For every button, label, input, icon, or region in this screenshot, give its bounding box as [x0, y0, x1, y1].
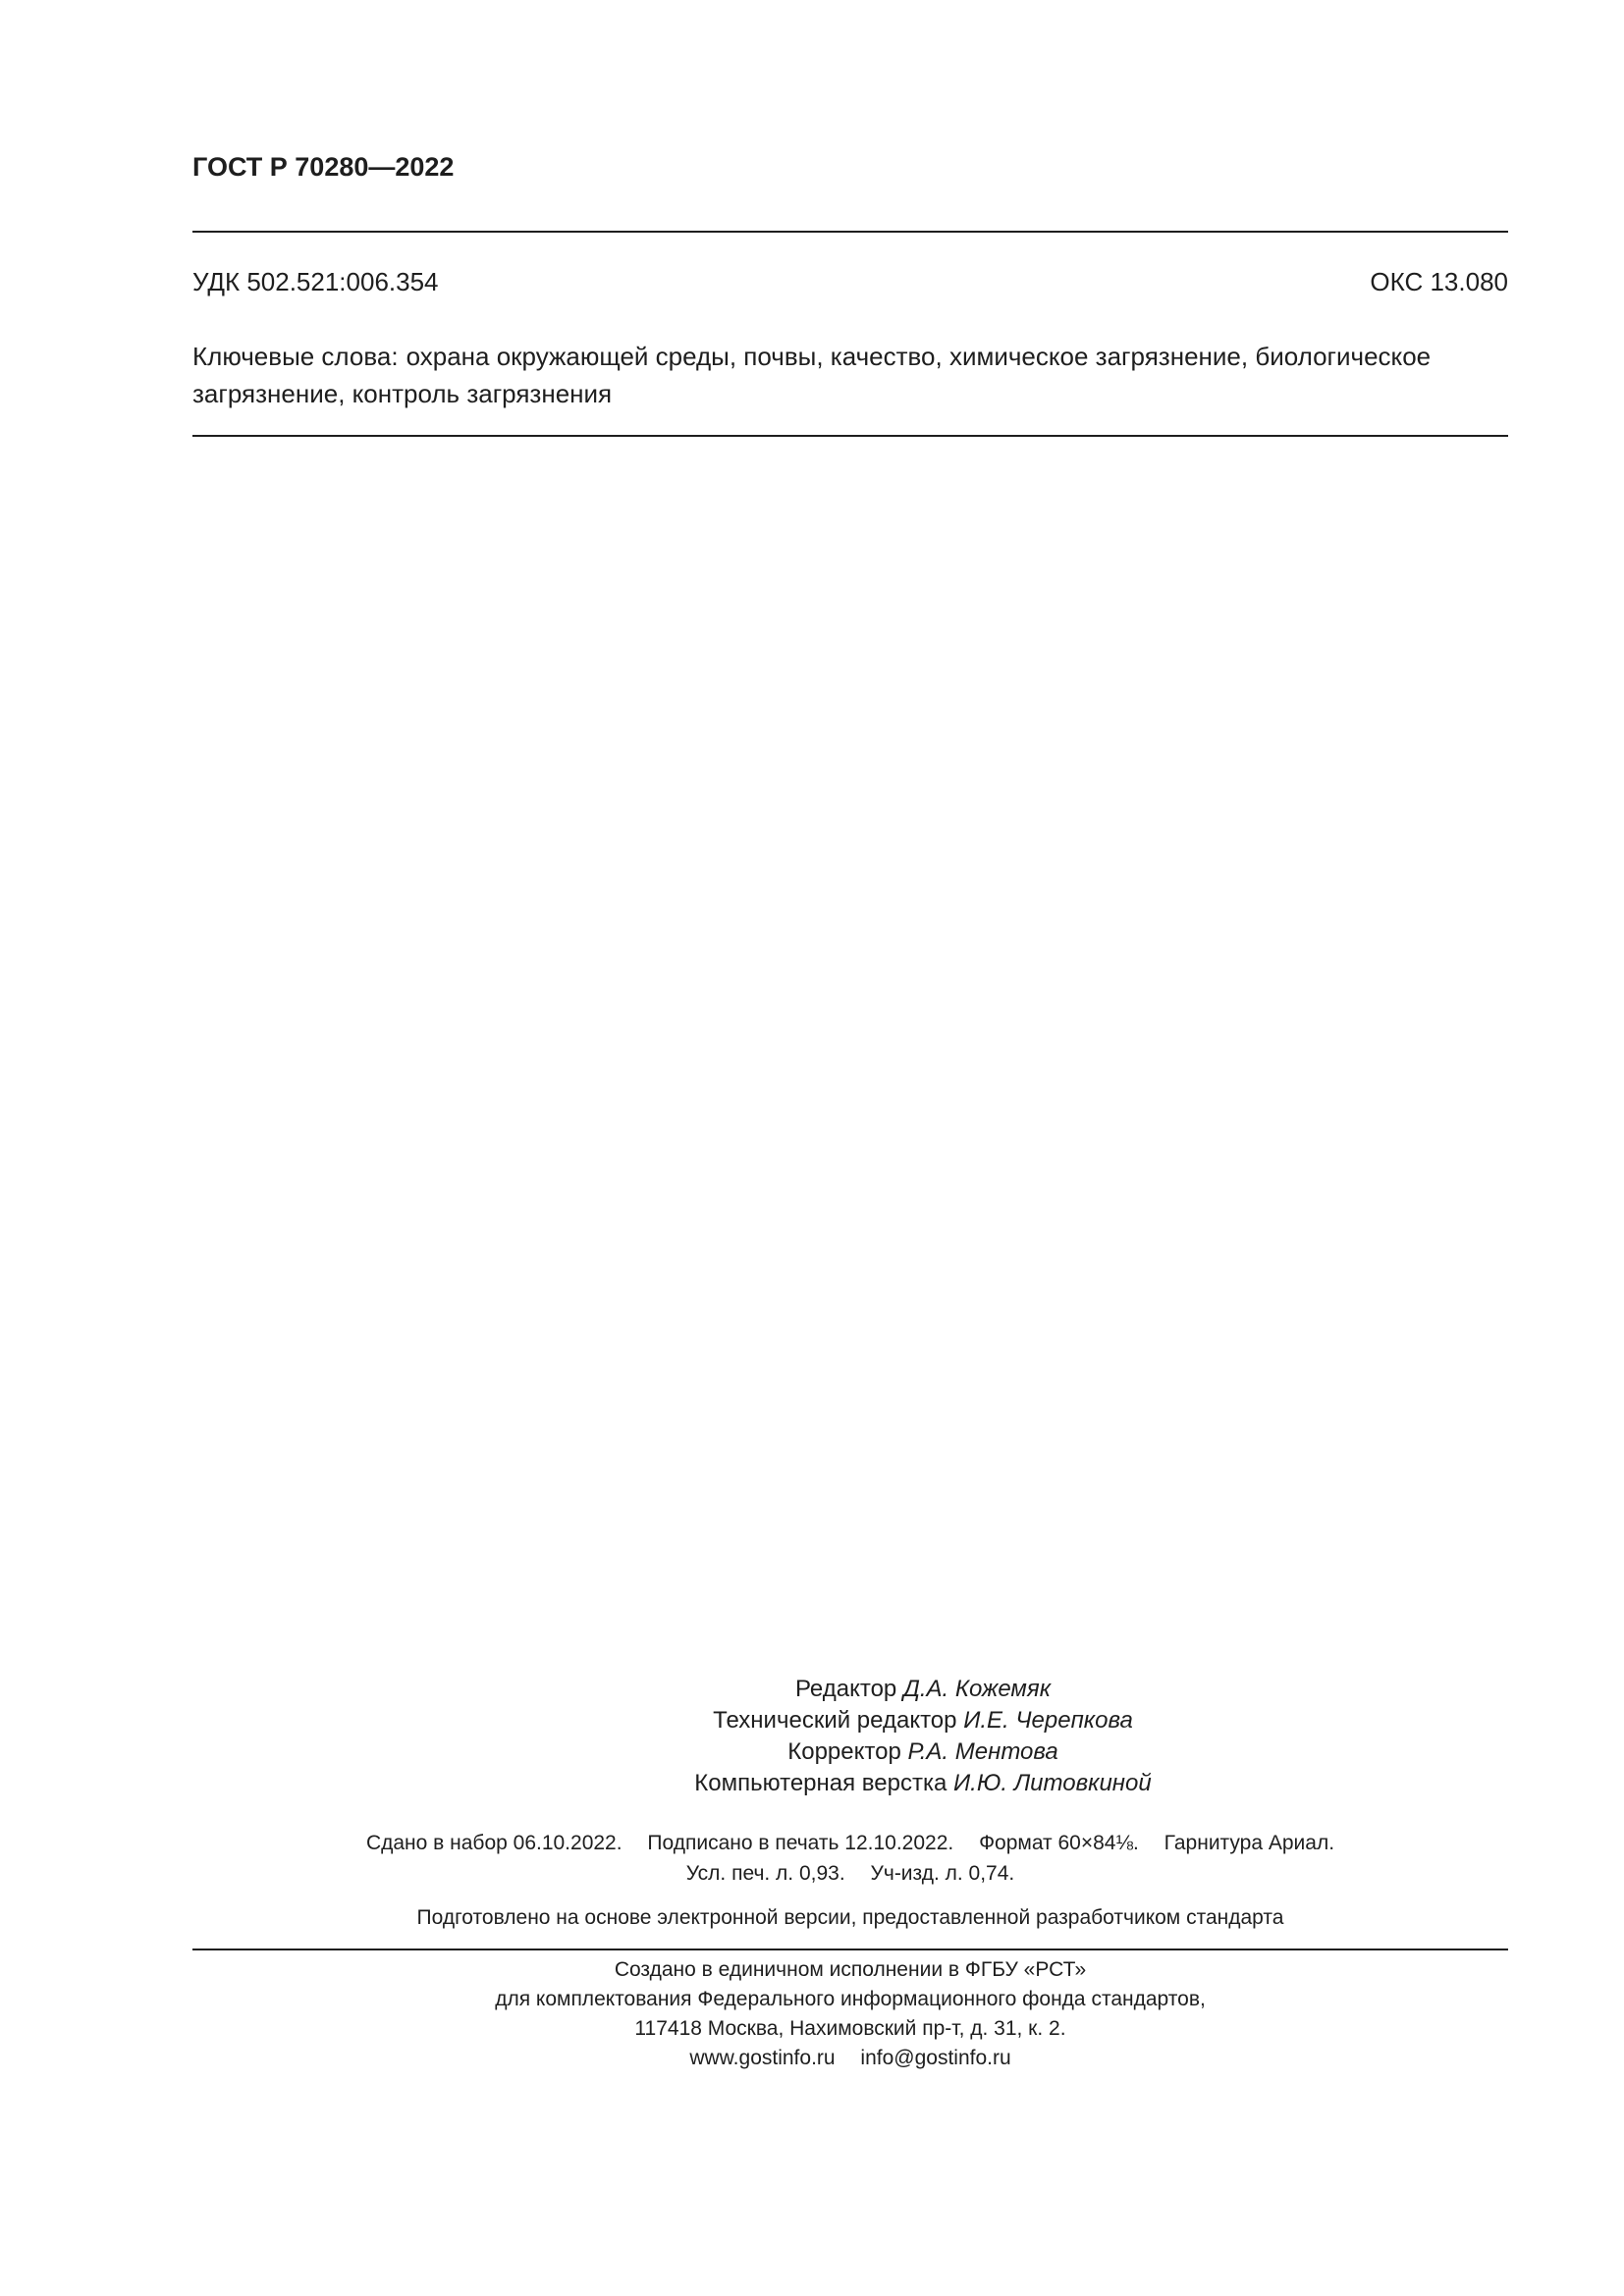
publisher-email[interactable]: info@gostinfo.ru	[860, 2047, 1011, 2069]
top-divider	[192, 231, 1508, 233]
credit-name: Д.А. Кожемяк	[902, 1676, 1052, 1702]
credit-proofreader	[491, 1736, 1355, 1768]
publisher-website[interactable]: www.gostinfo.ru	[689, 2047, 836, 2069]
publisher-address: 117418 Москва, Нахимовский пр-т, д. 31, к. 2.	[634, 2017, 1066, 2040]
prepared-note: Подготовлено на основе электронной версии, предоставленной разработчиком стандарта	[416, 1906, 1284, 1929]
credit-technical-editor	[491, 1705, 1355, 1736]
publisher-line-2: для комплектования Федерального информационного фонда стандартов,	[495, 1988, 1206, 2010]
publisher-contacts	[291, 2044, 1410, 2073]
paper-format: Формат 60×84⅛.	[979, 1832, 1139, 1854]
publisher-line-1: Создано в единичном исполнении в ФГБУ «РСТ»	[614, 1958, 1087, 1981]
bottom-divider	[192, 1949, 1508, 1950]
keywords-divider	[192, 435, 1508, 437]
credit-role: Редактор	[794, 1676, 897, 1702]
keywords-text: охрана окружающей среды, почвы, качество, химическое загрязнение, биологическое загрязнение, контроль загрязнения	[192, 342, 1432, 408]
document-code: ГОСТ Р 70280—2022	[192, 152, 455, 182]
credit-name: Р.А. Ментова	[907, 1738, 1058, 1765]
keywords-block	[192, 338, 1508, 412]
publisher-sheets: Уч-изд. л. 0,74.	[870, 1862, 1015, 1885]
credit-role: Технический редактор	[713, 1707, 957, 1734]
print-info	[291, 1828, 1410, 1889]
credit-role: Компьютерная верстка	[694, 1770, 947, 1796]
credit-name: И.Ю. Литовкиной	[953, 1770, 1152, 1796]
udk-code: УДК 502.521:006.354	[192, 267, 439, 296]
keywords-label: Ключевые слова:	[192, 342, 399, 371]
credit-layout	[491, 1768, 1355, 1799]
credit-role: Корректор	[787, 1738, 901, 1765]
credit-editor	[491, 1674, 1355, 1705]
publisher-block	[291, 1955, 1410, 2073]
credit-name: И.Е. Черепкова	[963, 1707, 1133, 1734]
credits-block	[491, 1674, 1355, 1799]
oks-code: ОКС 13.080	[1370, 267, 1508, 296]
submitted-date: Сдано в набор 06.10.2022.	[365, 1832, 623, 1854]
print-info-line-1	[291, 1828, 1410, 1858]
print-info-line-2	[291, 1858, 1410, 1889]
print-sheets: Усл. печ. л. 0,93.	[685, 1862, 845, 1885]
signed-date: Подписано в печать 12.10.2022.	[647, 1832, 954, 1854]
typeface: Гарнитура Ариал.	[1164, 1832, 1335, 1854]
